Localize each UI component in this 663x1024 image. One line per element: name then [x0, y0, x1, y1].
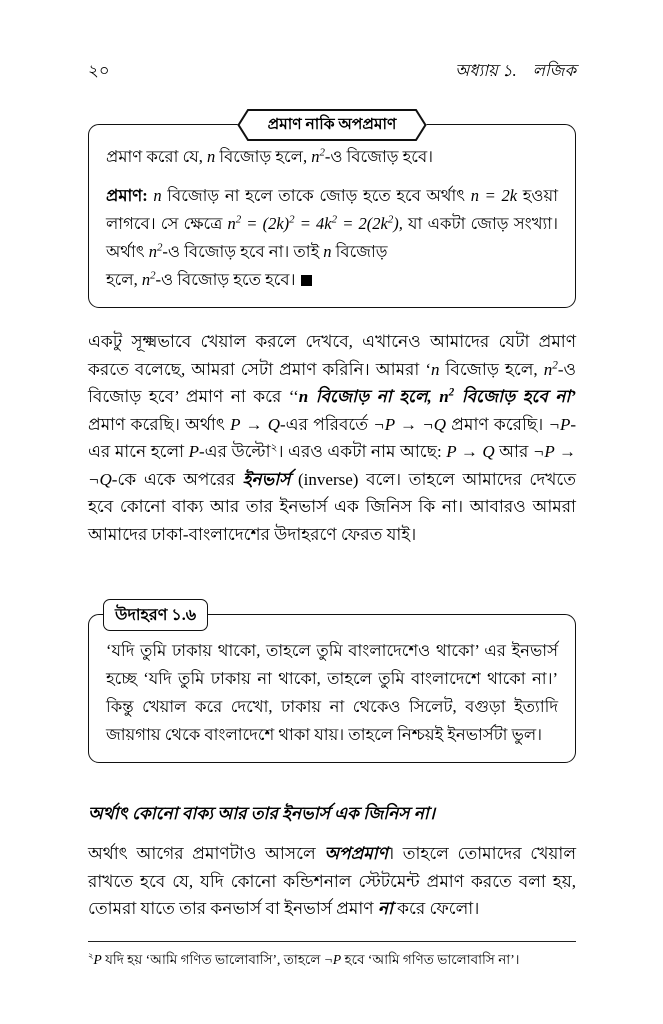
math-n: n [323, 242, 332, 261]
p2-seg-a: অর্থাৎ আগের প্রমাণটাও আসলে [88, 844, 325, 863]
p1-term-inverse: ইনভার্স [242, 469, 291, 489]
theorem-proof-last-line [106, 266, 558, 294]
p1-seg-14: (inverse) বলে। তাহলে আমাদের দেখতে হবে কোনো বাক্য আর তার ইনভার্স এক জিনিস কি না। আবারও আমরা আমাদের ঢাকা-বাংলাদেশের উদাহরণে ফেরত যাই। [88, 469, 577, 544]
paragraph-after-theorem [88, 328, 576, 548]
p2-seg-c: । তাহলে তোমাদের খেয়াল রাখতে হবে যে, যদি কোনো কন্ডিশনাল স্টেটমেন্ট প্রমাণ করতে বলা হয়, তোমরা যাতে তার কনভার্স বা ইনভার্স প্রমাণ [88, 844, 576, 918]
paragraph-2 [88, 840, 576, 923]
example-box-body [89, 615, 575, 762]
footnote-seg-a: যদি হয় ‘আমি গণিত ভালোবাসি’, তাহলে [101, 952, 324, 967]
footnote-text [88, 950, 576, 970]
p1-emphasis: n বিজোড় না হলে, $n^2$ বিজোড় হবে না’ [298, 386, 576, 406]
footnote-block [88, 950, 576, 970]
proof-text-2: হওয়া লাগবে। সে ক্ষেত্রে [106, 186, 559, 233]
statement-suffix: -ও বিজোড় হবে। [324, 147, 434, 166]
math-equation-n-eq-2k: n = 2k [470, 186, 518, 205]
theorem-box-title: প্রমাণ নাকি অপপ্রমাণ [267, 116, 397, 133]
math-P-implies-Q: P → Q [446, 442, 495, 461]
p2-seg-e: করে ফেলো। [392, 899, 480, 918]
statement-prefix: প্রমাণ করো যে, [106, 147, 207, 166]
theorem-statement [106, 143, 558, 171]
proof-text-2b: যা [402, 214, 423, 233]
p1-seg-6: -এর পরিবর্তে [280, 414, 374, 434]
math-P: P [188, 442, 199, 461]
math-P-implies-Q: P → Q [230, 414, 281, 434]
example-box [88, 606, 576, 763]
footnote-marker-inline: ২ [270, 442, 278, 454]
math-n: n [153, 186, 162, 205]
p2-term-disproof: অপপ্রমাণ [324, 844, 388, 863]
theorem-box-body [89, 125, 575, 307]
p1-seg-7: প্রমাণ করেছি। [446, 414, 549, 434]
math-negP-implies-negQ: ¬P → ¬Q [373, 414, 447, 434]
chapter-name: লজিক [532, 61, 576, 80]
proof-text-3b: -ও বিজোড় হবে না। তাই [162, 242, 324, 261]
p1-seg-11: আর [494, 442, 533, 461]
p1-seg-5: প্রমাণ করেছি। অর্থাৎ [88, 414, 231, 434]
theorem-proof [106, 182, 558, 266]
chapter-word: অধ্যায় [455, 61, 498, 80]
example-box-title: উদাহরণ ১.৬ [115, 606, 197, 624]
math-n: n [431, 359, 440, 379]
math-n-squared: $n^2$ [148, 241, 163, 261]
p1-seg-1: একটু সূক্ষ্মভাবে খেয়াল করলে দেখবে, এখানেও আমাদের যেটা প্রমাণ করতে বলেছে, আমরা সেটা প্রমাণ করিনি। আমরা ‘ [88, 332, 576, 379]
theorem-box-title-tab [238, 109, 427, 141]
math-negP: ¬P [548, 414, 571, 434]
p1-seg-8: -এর মানে হলো [88, 414, 576, 461]
footnote-number: ২ [88, 951, 94, 961]
p2-term-na: না [377, 899, 393, 918]
math-n-squared: $n^2$ [543, 358, 558, 379]
qed-square-icon [301, 275, 312, 286]
math-n: n [206, 147, 216, 166]
p1-seg-10: । এরও একটা নাম আছে: [277, 442, 447, 461]
chapter-number: ১. [501, 61, 517, 80]
conclusion-bold-statement [88, 800, 576, 828]
running-head [88, 58, 576, 84]
math-equation-expansion: $n^2 = (2k)^2 = 4k^2 = 2(2k^2)$, [227, 213, 403, 233]
proof-label: প্রমাণ: [106, 186, 148, 205]
conclusion-emphasis-line: অর্থাৎ কোনো বাক্য আর তার ইনভার্স এক জিনিস না। [88, 804, 435, 823]
page-number: ২০ [88, 61, 110, 80]
example-text: ‘যদি তুমি ঢাকায় থাকো, তাহলে তুমি বাংলাদেশেও থাকো’ এর ইনভার্স হচ্ছে ‘যদি তুমি ঢাকায় না থাকো, তাহলে তুমি বাংলাদেশে থাকো না।’ কিন্তু খেয়াল করে দেখো, ঢাকায় না থেকেও সিলেট, বগুড়া ইত্যাদি জায়গায় থেকে বাংলাদেশে থাকা যায়। তাহলে নিশ্চয়ই ইনভার্সটা ভুল। [106, 641, 558, 744]
footnote-separator-rule [88, 941, 576, 942]
math-negP-implies-negQ: ¬P → ¬Q [88, 442, 576, 489]
math-exponent: 2 [319, 146, 325, 159]
math-n-squared: $n^2$ [141, 269, 156, 289]
example-box-title-tab [103, 599, 208, 631]
proof-text-3: একটা জোড় সংখ্যা। অর্থাৎ [106, 214, 558, 261]
footnote-seg-b: হবে ‘আমি গণিত ভালোবাসি না’। [341, 952, 520, 967]
p1-seg-3: -ও বিজোড় হবে’ প্রমাণ না করে ‘‘ [88, 359, 576, 406]
proof-final-text: হলে, $n^2-ও$ বিজোড় হতে হবে। [106, 269, 296, 289]
theorem-box [88, 116, 576, 308]
p1-seg-12: -কে একে অপরের [111, 469, 243, 489]
conclusion-paragraph [88, 840, 576, 923]
paragraph-1 [88, 328, 576, 548]
p1-seg-2: বিজোড় হলে, [439, 359, 544, 379]
chapter-title [455, 58, 576, 85]
proof-text-1: বিজোড় না হলে তাকে জোড় হতে হবে অর্থাৎ [161, 186, 471, 205]
statement-mid: বিজোড় হলে, [215, 147, 312, 166]
math-P: P [93, 952, 102, 967]
math-n: $n^2$ [311, 146, 325, 166]
math-negP: ¬P [323, 952, 342, 967]
proof-text-3c: বিজোড় [331, 242, 388, 261]
p1-seg-9: -এর উল্টো [198, 442, 271, 461]
